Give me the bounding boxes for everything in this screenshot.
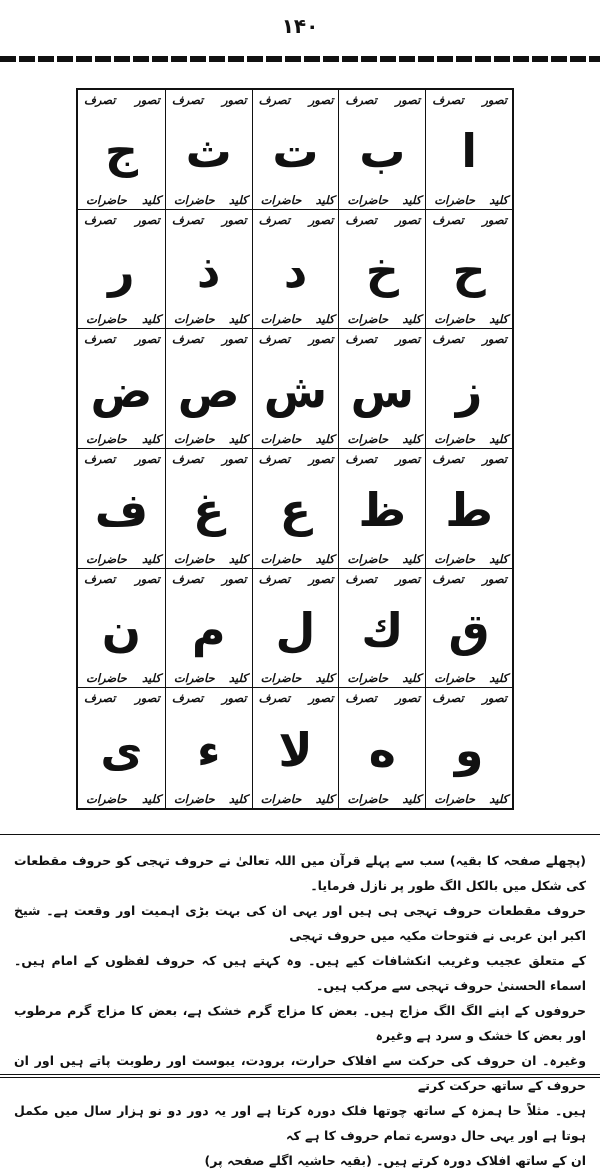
label-kalid: کلید [142,431,161,446]
letter-cell [165,688,252,808]
letter-cell [338,688,425,808]
footnote-line: حروفوں کے اپنے الگ الگ مزاج ہیں۔ بعض کا مزاج گرم خشک ہے، بعض کا مزاج گرم مرطوب اور بعض کا خشک و سرد ہے وغیرہ [14,1003,586,1043]
label-kalid: کلید [402,192,422,207]
letter-cell [78,569,165,689]
label-hazirat: حاضرات [260,551,302,566]
label-tasawwur: تصور [221,212,247,227]
letter-cell [252,210,339,330]
label-tasarruf: تصرف [84,332,116,347]
label-kalid: کلید [142,791,161,806]
label-hazirat: حاضرات [260,192,302,207]
label-hazirat: حاضرات [347,312,389,327]
arabic-letter: د [283,243,308,298]
label-hazirat: حاضرات [173,312,215,327]
letter-cell [252,449,339,569]
label-tasawwur: تصور [395,332,421,347]
letter-cell [338,449,425,569]
label-tasawwur: تصور [135,571,160,586]
letter-cell [252,569,339,689]
label-kalid: کلید [489,192,508,207]
letter-cell [165,449,252,569]
label-tasarruf: تصرف [345,212,377,227]
label-kalid: کلید [315,551,335,566]
label-kalid: کلید [228,312,248,327]
label-hazirat: حاضرات [434,312,475,327]
footnote-line: ان کے ساتھ افلاک دورہ کرتے ہیں۔ (بقیہ حاشیہ اگلے صفحہ پر) [204,1153,586,1168]
letter-cell [425,90,512,210]
label-kalid: کلید [315,791,335,806]
label-kalid: کلید [489,671,508,686]
arabic-letter: لا [278,723,313,778]
letter-cell [165,210,252,330]
letter-cell [425,329,512,449]
arabic-letter: ش [263,363,328,418]
label-tasarruf: تصرف [432,212,464,227]
label-tasawwur: تصور [482,93,507,107]
arabic-letter: ث [185,124,232,179]
label-tasawwur: تصور [482,212,507,227]
label-tasarruf: تصرف [171,332,204,347]
label-kalid: کلید [228,791,248,806]
label-tasarruf: تصرف [432,93,464,107]
label-tasarruf: تصرف [171,93,204,107]
label-tasawwur: تصور [308,451,334,466]
label-tasawwur: تصور [395,93,421,107]
arabic-letter: ل [275,602,316,657]
label-kalid: کلید [402,312,422,327]
label-kalid: کلید [142,192,161,207]
footnote-divider [0,834,600,835]
label-tasawwur: تصور [308,691,334,706]
arabic-letter: س [350,363,415,418]
arabic-letter: ن [101,602,142,657]
letter-cell [338,210,425,330]
label-tasawwur: تصور [221,571,247,586]
label-tasawwur: تصور [395,691,421,706]
letter-cell [252,329,339,449]
label-hazirat: حاضرات [86,312,127,327]
label-tasawwur: تصور [135,212,160,227]
letter-cell [425,569,512,689]
label-tasarruf: تصرف [84,212,116,227]
top-dashed-rule [0,56,600,62]
footnote-line: حروف مقطعات حروف تہجی ہی ہیں اور یہی ان کی بہت بڑی اہمیت اور وقعت ہے۔ شیخ اکبر ابن عربی نے فتوحات مکیہ میں حروف تہجی [14,903,586,943]
footnote-line: ہیں۔ مثلاً حا ہمزہ کے ساتھ چوتھا فلک دورہ کرتا ہے اور یہ دور دو نو ہزار سال میں مکمل ہوتا ہے اور یہی حال دوسرے تمام حروف کا ہے کہ [14,1103,586,1143]
label-tasawwur: تصور [395,212,421,227]
arabic-letter: ا [461,124,477,179]
label-kalid: کلید [489,312,508,327]
letter-grid [78,90,512,808]
letter-cell [425,210,512,330]
label-kalid: کلید [489,431,508,446]
arabic-letter: ج [104,124,138,179]
label-tasawwur: تصور [135,93,160,107]
label-tasawwur: تصور [135,691,160,706]
label-kalid: کلید [228,192,248,207]
label-tasawwur: تصور [482,332,507,347]
label-hazirat: حاضرات [434,671,475,686]
label-hazirat: حاضرات [173,551,215,566]
label-tasawwur: تصور [308,212,334,227]
letter-cell [165,90,252,210]
footnote [14,848,586,1173]
bottom-double-rule [0,1074,600,1078]
label-tasarruf: تصرف [84,93,116,107]
arabic-letter: ء [196,723,221,778]
label-hazirat: حاضرات [86,791,127,806]
label-hazirat: حاضرات [434,551,475,566]
label-tasawwur: تصور [482,451,507,466]
label-kalid: کلید [402,791,422,806]
label-tasawwur: تصور [482,691,507,706]
letter-cell [338,90,425,210]
label-tasarruf: تصرف [432,332,464,347]
label-tasarruf: تصرف [432,691,464,706]
label-hazirat: حاضرات [173,192,215,207]
label-hazirat: حاضرات [434,192,475,207]
label-kalid: کلید [228,551,248,566]
arabic-letter: م [191,602,226,657]
page-number: ۱۴۰ [281,14,319,38]
label-tasawwur: تصور [221,451,247,466]
label-tasarruf: تصرف [84,691,116,706]
letter-cell [425,449,512,569]
arabic-letter: ظ [358,483,407,538]
letter-cell [78,210,165,330]
label-hazirat: حاضرات [347,551,389,566]
arabic-letter: ه [368,723,396,778]
label-tasarruf: تصرف [345,571,377,586]
label-tasawwur: تصور [135,332,160,347]
label-hazirat: حاضرات [173,671,215,686]
label-kalid: کلید [315,192,335,207]
arabic-letter: ف [94,483,149,538]
arabic-letter: غ [193,483,225,538]
label-tasarruf: تصرف [432,451,464,466]
label-tasarruf: تصرف [258,571,291,586]
letter-cell [425,688,512,808]
letter-cell [78,449,165,569]
arabic-letter: ص [177,363,240,418]
letter-cell [78,688,165,808]
label-kalid: کلید [402,671,422,686]
label-tasawwur: تصور [308,93,334,107]
label-tasawwur: تصور [482,571,507,586]
arabic-letter: ز [455,363,483,418]
label-hazirat: حاضرات [347,791,389,806]
arabic-letter: ك [361,602,404,657]
arabic-letter: ى [100,723,143,778]
arabic-letter: ر [108,243,135,298]
label-hazirat: حاضرات [260,791,302,806]
letter-cell [252,90,339,210]
label-hazirat: حاضرات [434,431,475,446]
label-tasawwur: تصور [221,93,247,107]
label-tasarruf: تصرف [84,451,116,466]
arabic-letter: خ [365,243,399,298]
label-kalid: کلید [228,671,248,686]
letter-cell [165,329,252,449]
label-hazirat: حاضرات [260,671,302,686]
arabic-letter: ت [272,124,319,179]
letter-table [76,88,514,810]
label-tasarruf: تصرف [258,93,291,107]
label-tasawwur: تصور [221,691,247,706]
footnote-line: (پچھلے صفحہ کا بقیہ) سب سے پہلے قرآن میں اللہ تعالیٰ نے حروف تہجی کو حروف مقطعات کی شکل میں بالکل الگ طور پر نازل فرمایا۔ [14,853,586,893]
label-hazirat: حاضرات [86,551,127,566]
label-kalid: کلید [402,551,422,566]
label-tasarruf: تصرف [171,691,204,706]
arabic-letter: ض [90,363,153,418]
label-tasarruf: تصرف [171,571,204,586]
arabic-letter: ب [359,124,406,179]
arabic-letter: ط [445,483,493,538]
label-tasarruf: تصرف [345,451,377,466]
footnote-line: وغیرہ۔ ان حروف کی حرکت سے افلاک حرارت، برودت، یبوست اور رطوبت پاتے ہیں اور ان حروف کے ساتھ حرکت کرتے [14,1053,586,1093]
label-hazirat: حاضرات [173,431,215,446]
label-kalid: کلید [315,312,335,327]
label-tasarruf: تصرف [258,691,291,706]
arabic-letter: و [454,723,484,778]
label-tasarruf: تصرف [432,571,464,586]
label-tasawwur: تصور [308,571,334,586]
label-kalid: کلید [142,671,161,686]
label-tasarruf: تصرف [84,571,116,586]
letter-cell [78,329,165,449]
label-kalid: کلید [489,551,508,566]
label-tasarruf: تصرف [258,212,291,227]
label-hazirat: حاضرات [86,671,127,686]
label-tasarruf: تصرف [345,93,377,107]
label-tasarruf: تصرف [171,212,204,227]
label-tasarruf: تصرف [345,691,377,706]
label-tasawwur: تصور [135,451,160,466]
label-kalid: کلید [315,431,335,446]
letter-cell [252,688,339,808]
label-hazirat: حاضرات [86,431,127,446]
letter-cell [338,329,425,449]
label-hazirat: حاضرات [260,312,302,327]
label-tasarruf: تصرف [258,451,291,466]
label-hazirat: حاضرات [260,431,302,446]
arabic-letter: ق [448,602,490,657]
label-hazirat: حاضرات [347,192,389,207]
letter-cell [78,90,165,210]
label-tasawwur: تصور [308,332,334,347]
arabic-letter: ذ [196,243,221,298]
label-hazirat: حاضرات [434,791,475,806]
arabic-letter: ح [452,243,486,298]
label-hazirat: حاضرات [347,431,389,446]
letter-cell [165,569,252,689]
footnote-line: کے متعلق عجیب وغریب انکشافات کیے ہیں۔ وہ کہتے ہیں کہ حروف لفظوں کے امام ہیں۔ اسماء الحسنیٰ حروف تہجی سے مرکب ہیں۔ [14,953,586,993]
label-hazirat: حاضرات [173,791,215,806]
label-kalid: کلید [142,312,161,327]
label-tasarruf: تصرف [345,332,377,347]
label-tasarruf: تصرف [171,451,204,466]
letter-cell [338,569,425,689]
arabic-letter: ع [279,483,312,538]
label-kalid: کلید [315,671,335,686]
label-tasawwur: تصور [395,451,421,466]
label-kalid: کلید [489,791,508,806]
label-kalid: کلید [402,431,422,446]
label-hazirat: حاضرات [86,192,127,207]
label-tasarruf: تصرف [258,332,291,347]
label-hazirat: حاضرات [347,671,389,686]
label-tasawwur: تصور [395,571,421,586]
label-tasawwur: تصور [221,332,247,347]
label-kalid: کلید [142,551,161,566]
label-kalid: کلید [228,431,248,446]
